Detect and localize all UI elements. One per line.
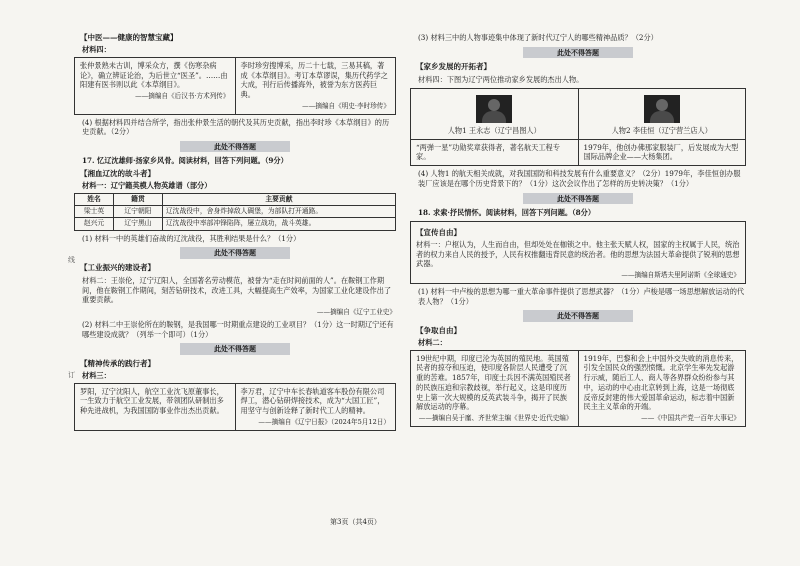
section-title: 【中医——健康的智慧宝藏】 (80, 33, 178, 42)
portrait-image (476, 95, 512, 123)
question-text: (1) 材料一中的英雄们奋战的辽沈战役，其胜利结果是什么？（1分） (82, 233, 301, 243)
table-cell: 赵兴元 (75, 218, 114, 230)
material-text: 李时珍穷搜博采，历二十七载，三易其稿，著成《本草纲目》。考订本草谬误，集历代药学之大成，刊行后传播海外，被誉为东方医药巨典。 (240, 60, 388, 99)
material-box (74, 57, 396, 115)
portrait-image (644, 95, 680, 123)
section-title: 【精神传承的践行者】 (80, 358, 155, 368)
no-answer-banner: 此处不得答题 (523, 47, 633, 58)
material-label: 材料四：下图为辽宁两位推动家乡发展的杰出人物。 (418, 75, 584, 85)
section-title: 【湘血辽沈的故斗者】 (80, 169, 155, 179)
binding-mark: 线 (68, 256, 75, 264)
table-header: 主要贡献 (162, 194, 395, 206)
material-label: 材料四： (82, 45, 111, 55)
question-text: (4) 根据材料四并结合所学，指出张仲景生活的朝代及其历史贡献，指出李时珍《本草纲目》的历史贡献。（2分） (82, 117, 390, 137)
source-citation: ——摘编自《明史·李时珍传》 (302, 101, 390, 110)
material-text: “两弹一星”功勋奖章获得者，著名航天工程专家。 (416, 142, 560, 162)
material-box (74, 383, 396, 431)
section-title: 【工业振兴的建设者】 (80, 262, 155, 272)
material-text: 张仲景熟未古训，博采众方，撰《伤寒杂病论》，确立辨证论治，为后世立“医圣”。……由阳建有医书则以此《本草纲目》。 (80, 60, 228, 90)
question-stem: 18. 求索·抒民情怀。阅读材料，回答下列问题。（8分） (418, 208, 596, 218)
left-page (74, 30, 396, 546)
source-citation: ——摘编自《辽宁工业史》 (316, 308, 396, 316)
section-title: 【宣传自由】 (416, 227, 461, 237)
source-citation: ——摘编自《辽宁日报》（2024年5月12日） (258, 417, 390, 426)
page-footer: 第3页（共4页） (330, 518, 381, 526)
no-answer-banner: 此处不得答题 (523, 310, 633, 321)
table-cell: 梁士英 (75, 206, 114, 218)
material-text: 李万君，辽宁中车长春轨道客车股份有限公司焊工，潜心钻研焊接技术，成为“大国工匠”，用坚守与创新诠释了新时代工人的精神。 (240, 386, 385, 416)
material-box (410, 88, 746, 166)
source-citation: ——摘编自斯塔夫里阿诺斯《全球通史》 (621, 271, 740, 280)
table-header: 籍贯 (114, 194, 163, 206)
question-stem: 17. 忆辽沈雄师·扬家乡风骨。阅读材料，回答下列问题。（9分） (82, 156, 288, 166)
question-text: (4) 人物1 的航天相关成就，对我国国防和科技发展有什么重要意义？（2分）1979年，李佳恒创办服装厂应该是在哪个历史背景下的？（1分）这次会议作出了怎样的历史转决策？（1分） (418, 169, 741, 188)
section-title: 【争取自由】 (416, 325, 461, 335)
table-cell: 辽宁朝阳 (114, 206, 163, 218)
material-text: 1919年，巴黎和会上中国外交失败的消息传来，引发全国民众的强烈愤慨。北京学生率先发起游行示威，随后工人、商人等各界群众纷纷参与其中，运动的中心由北京转到上海，这是一场彻底反帝反封建的伟大爱国革命运动，标志着中国新民主主义革命的开端。 (583, 353, 739, 412)
binding-mark: 订 (68, 371, 75, 379)
section-title: 【家乡发展的开拓者】 (416, 62, 491, 72)
photo-caption: 人物1 王永志（辽宁昌图人） (447, 126, 541, 135)
table-cell: 辽沈战役中率部冲锋陷阵，屡立战功，战斗英雄。 (162, 218, 395, 230)
table-cell: 辽宁黑山 (114, 218, 163, 230)
source-citation: ——《中国共产党一百年大事记》 (641, 413, 740, 422)
question-text: (1) 材料一中卢梭的思想为哪一重大革命事件提供了思想武器？（1分）卢梭是哪一场思想解放运动的代表人物？（1分） (418, 286, 745, 306)
material-label: 材料二： (418, 337, 447, 347)
right-page (410, 30, 746, 546)
table-row (75, 206, 396, 218)
material-label: 材料一：辽宁籍英模人物英雄谱（部分） (82, 181, 212, 191)
photo-caption: 人物2 李佳恒（辽宁营兰店人） (611, 126, 712, 135)
table-cell: 辽沈战役中，舍身炸掉敌人碉堡，为部队打开通路。 (162, 206, 395, 218)
material-text: 材料二：王崇伦，辽宁辽阳人，全国著名劳动模范，被誉为“走在时间前面的人”。在鞍钢工作期间，他在鞍钢工作期间，刻苦钻研技术，改进工具，大幅提高生产效率，为国家工业化建设作出了重要贡献。 (82, 275, 392, 305)
no-answer-banner: 此处不得答题 (180, 141, 290, 152)
question-text: (2) 材料二中王崇伦所在的鞍钢，是我国哪一时期重点建设的工业项目？（1分）这一时期辽宁还有哪些建设成就？（列举一个即可）（1分） (82, 319, 394, 339)
material-text: 19世纪中期，印度已沦为英国的殖民地。英国殖民者的掠夺和压迫，使印度各阶层人民遭受了沉重的苦难。1857年，印度士兵因不满英国殖民者的民族压迫和宗教歧视，举行起义，这是印度历史上第一次大规模的反英武装斗争，揭开了民族解放运动的序幕。 (416, 353, 571, 412)
material-text: 罗阳，辽宁沈阳人，航空工业沈飞原董事长，一生致力于航空工业发展，带领团队研制出多种先进战机，为我国国防事业作出杰出贡献。 (80, 386, 224, 416)
material-text: 1979年，他创办佛那家服装厂，后发展成为大型国际品牌企业——大杨集团。 (578, 140, 746, 165)
source-citation: ——摘编自《后汉书·方术列传》 (135, 92, 230, 100)
material-box (410, 221, 746, 284)
no-answer-banner: 此处不得答题 (180, 247, 290, 258)
no-answer-banner: 此处不得答题 (523, 193, 633, 204)
table-header: 姓名 (75, 194, 114, 206)
source-citation: ——摘编自吴于廑、齐世荣主编《世界史·近代史编》 (418, 413, 573, 422)
material-label: 材料三： (82, 370, 111, 380)
material-text: 材料一：户枢认为，人生而自由，但却处处在枷锁之中。他主张天赋人权，国家的主权属于人民，统治者的权力来自人民的授予，人民有权推翻违背民意的统治者。他的思想为法国大革命提供了锐利的思想武器。 (416, 239, 740, 269)
hero-table (74, 193, 396, 231)
no-answer-banner: 此处不得答题 (180, 343, 290, 354)
question-text: (3) 材料三中的人物事迹集中体现了新时代辽宁人的哪些精神品质？（2分） (418, 33, 658, 42)
table-row (75, 218, 396, 230)
material-box (410, 350, 746, 427)
